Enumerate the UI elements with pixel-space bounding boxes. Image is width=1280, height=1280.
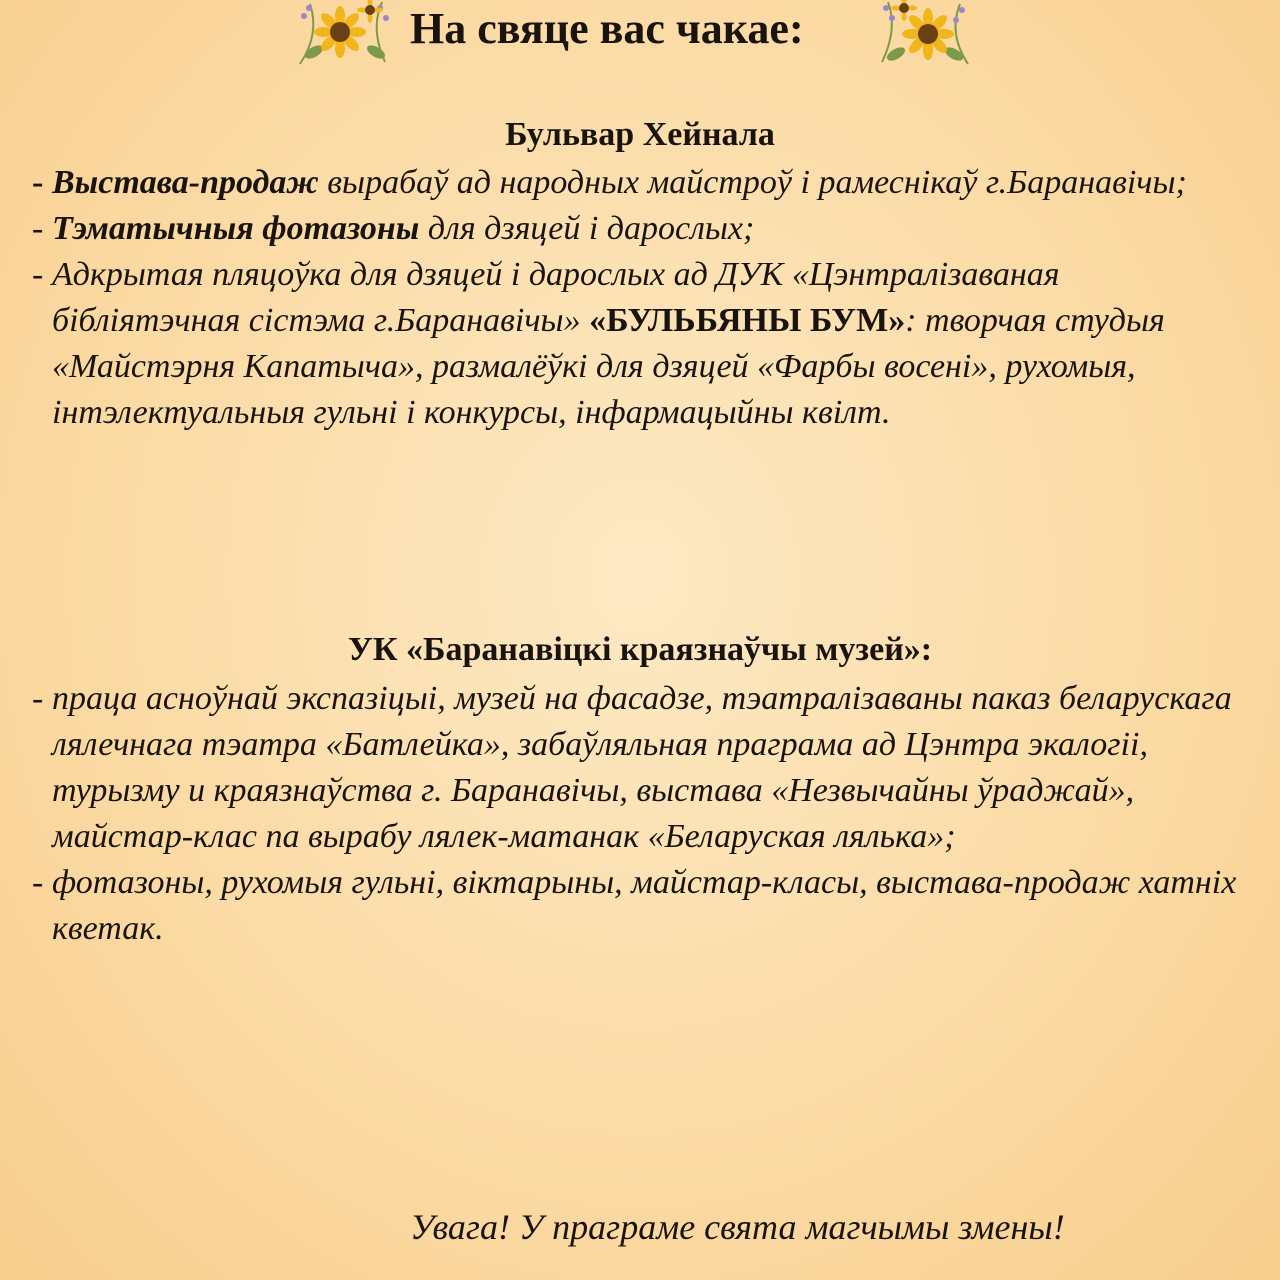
list-item-text-after: : творчая студыя «Майстэрня Капатыча», размалёўкі для дзяцей «Фарбы восені», рухомыя, інтэлектуальныя гульні і конкурсы, інфармацыйны квілт. (52, 302, 1165, 431)
section-heading-museum: УК «Баранавіцкі краязнаўчы музей»: (347, 631, 933, 668)
list-item-text: фотазоны, рухомыя гульні, віктарыны, майстар-класы, выстава-продаж хатніх кветак. (52, 864, 1237, 947)
list-item-text: для дзяцей і дарослых; (419, 210, 755, 247)
list-dash: - (32, 164, 44, 201)
list-dash: - (32, 864, 44, 901)
boulevard-list (32, 160, 1252, 436)
list-item-text: Адкрытая пляцоўка для дзяцей і дарослых ад ДУК «Цэнтралізаваная бібліятэчная сістэма г.Баранавічы» (52, 256, 1060, 339)
list-item (32, 206, 1252, 252)
page-title: На свяце вас чакае: (410, 4, 804, 53)
list-item-bold: Выстава-продаж (52, 164, 319, 201)
header (0, 0, 1280, 70)
section-heading-boulevard: Бульвар Хейнала (505, 116, 775, 153)
list-dash: - (32, 680, 44, 717)
footer-note: Увага! У праграме свята магчымы змены! (410, 1207, 1065, 1247)
list-dash: - (32, 256, 44, 293)
list-item-text: праца асноўнай экспазіцыі, музей на фасадзе, тэатралізаваны паказ беларускага лялечнага тэатра «Батлейка», забаўляльная праграма ад Цэнтра экалогіі, турызму и краязнаўства г. Баранавічы, выстава «Незвычайны ўраджай», майстар-клас па вырабу лялек-матанак «Беларуская лялька»; (52, 680, 1232, 855)
list-item (32, 860, 1252, 952)
list-item (32, 676, 1252, 860)
sunflower-bouquet-icon (290, 0, 400, 70)
list-item-text: вырабаў ад народных майстроў і рамеснікаў г.Баранавічы; (318, 164, 1187, 201)
list-item (32, 160, 1252, 206)
list-item (32, 252, 1252, 436)
list-item-bold: «БУЛЬБЯНЫ БУМ» (589, 302, 906, 339)
list-dash: - (32, 210, 44, 247)
list-item-bold: Тэматычныя фотазоны (52, 210, 420, 247)
museum-list (32, 676, 1252, 952)
sunflower-bouquet-icon (870, 0, 980, 70)
